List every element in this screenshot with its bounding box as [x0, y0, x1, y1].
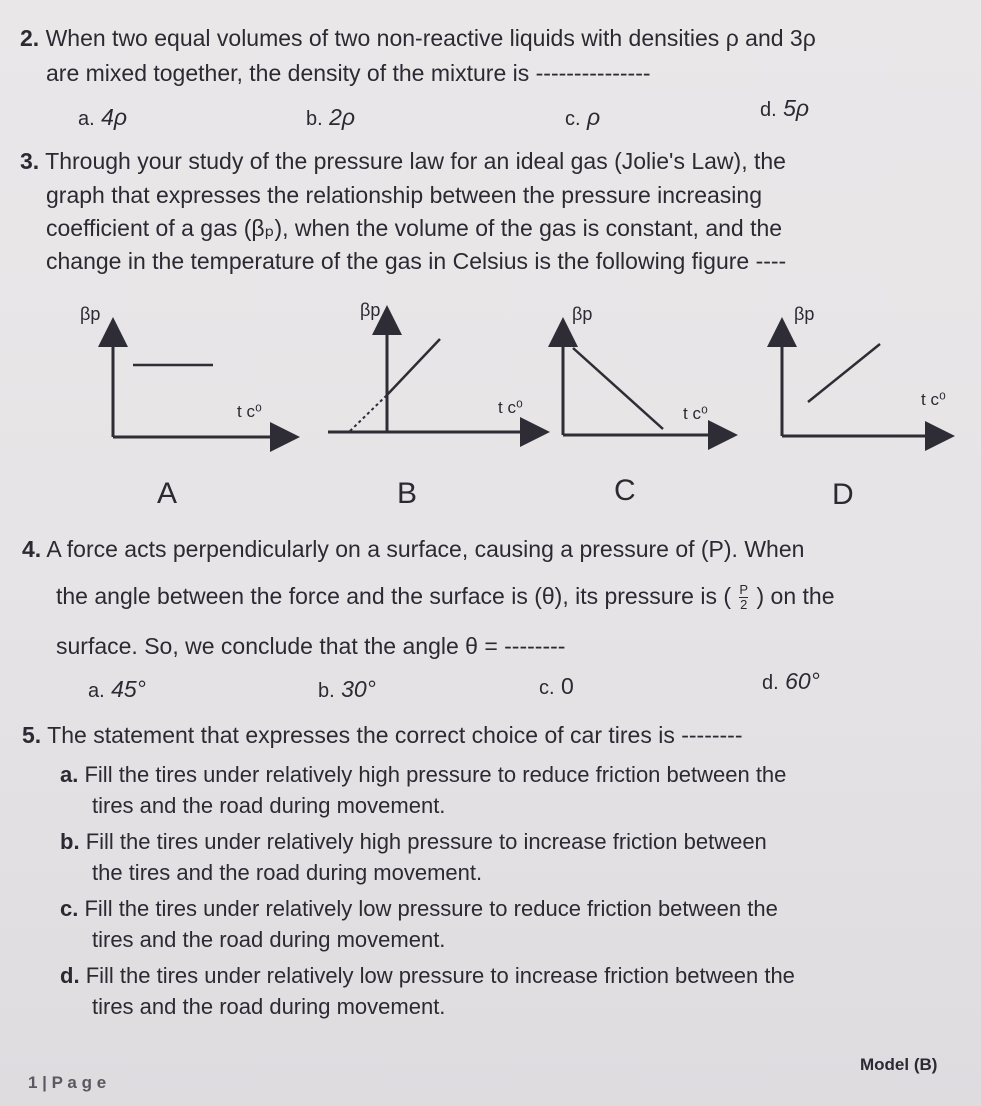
option-letter: a. [88, 680, 105, 702]
q5-option-b [60, 826, 767, 888]
graph-c [563, 332, 723, 435]
option-text: 2ρ [329, 104, 356, 130]
option-letter: c. [60, 896, 79, 921]
option-text-line2: the tires and the road during movement. [92, 860, 483, 885]
graph-c-label: C [614, 474, 636, 507]
q4-text-line3: surface. So, we conclude that the angle θ = -------- [56, 633, 566, 659]
option-text-line1: Fill the tires under relatively low pressure to increase friction between the [85, 963, 795, 988]
option-text: 5ρ [783, 95, 810, 121]
option-letter: c. [565, 108, 581, 130]
option-text-line2: tires and the road during movement. [92, 793, 446, 818]
graph-d [782, 332, 940, 436]
q4-text-line2b: ) on the [756, 583, 835, 609]
option-letter: a. [60, 762, 79, 787]
graph-b-label: B [397, 477, 418, 510]
q4-text-line1: A force acts perpendicularly on a surface, causing a pressure of (P). When [46, 536, 805, 562]
graph-a-y-label: βp [80, 304, 101, 324]
option-text: 0 [560, 673, 574, 699]
option-text-line1: Fill the tires under relatively high pressure to increase friction between [85, 829, 767, 854]
q3-text-line1: Through your study of the pressure law for an ideal gas (Jolie's Law), the [45, 148, 786, 174]
q4-option-b [318, 676, 376, 703]
option-text: 60° [785, 668, 820, 694]
graph-b-y-label: βp [360, 300, 381, 320]
graph-d-x-label: t c⁰ [921, 390, 946, 409]
q4-text-line2a: the angle between the force and the surface is (θ), its pressure is ( [56, 583, 732, 609]
q4-number: 4. [22, 536, 42, 562]
q5-line1-row [22, 722, 743, 749]
q5-option-a [60, 759, 786, 821]
graph-c-y-label: βp [572, 304, 593, 324]
fraction-numerator: P [739, 582, 749, 598]
q4-option-a [88, 676, 146, 703]
q5-option-c [60, 893, 778, 955]
q5-number: 5. [22, 722, 42, 748]
q4-line1-row [22, 536, 804, 563]
q4-option-d [762, 668, 820, 695]
q2-text-line1: When two equal volumes of two non-reactive liquids with densities ρ and 3ρ [45, 25, 816, 51]
q4-option-c [539, 673, 574, 700]
q3-text-line2: graph that expresses the relationship between the pressure increasing [46, 182, 762, 208]
graph-b [328, 320, 535, 432]
option-text: ρ [586, 104, 601, 130]
graph-a-x-label: t c⁰ [237, 402, 262, 421]
option-text: 30° [341, 676, 376, 702]
graph-d-curve [808, 344, 880, 402]
option-text-line2: tires and the road during movement. [92, 994, 446, 1019]
option-letter: d. [762, 672, 779, 694]
option-letter: b. [60, 829, 80, 854]
option-text-line1: Fill the tires under relatively low pressure to reduce friction between the [84, 896, 778, 921]
option-text: 4ρ [101, 104, 128, 130]
graph-b-extrapolation [350, 395, 387, 431]
graph-c-curve [573, 348, 663, 429]
q2-number: 2. [20, 25, 40, 51]
page-number: 1 | P a g e [28, 1073, 107, 1092]
graph-b-x-label: t c⁰ [498, 398, 523, 417]
graph-b-curve [387, 339, 440, 395]
option-letter: d. [760, 99, 777, 121]
option-letter: b. [318, 680, 335, 702]
option-letter: a. [78, 108, 95, 130]
q4-line2-row [56, 583, 834, 612]
model-label: Model (B) [860, 1055, 938, 1074]
q3-text-line3: coefficient of a gas (βₚ), when the volume of the gas is constant, and the [46, 215, 783, 241]
graph-d-label: D [832, 478, 854, 511]
q2-text-line2: are mixed together, the density of the mixture is --------------- [46, 60, 651, 86]
graph-c-x-label: t c⁰ [683, 404, 708, 423]
option-letter: b. [306, 108, 323, 130]
q5-option-d [60, 960, 795, 1022]
option-text: 45° [111, 676, 146, 702]
fraction-denominator: 2 [740, 597, 748, 613]
q3-number: 3. [20, 148, 40, 174]
graph-a [113, 332, 285, 437]
graph-d-y-label: βp [794, 304, 815, 324]
option-text-line1: Fill the tires under relatively high pressure to reduce friction between the [84, 762, 787, 787]
graph-a-label: A [157, 477, 178, 510]
option-letter: d. [60, 963, 80, 988]
q5-text-line1: The statement that expresses the correct choice of car tires is -------- [47, 722, 743, 748]
q3-text-line4: change in the temperature of the gas in Celsius is the following figure ---- [46, 248, 787, 274]
option-text-line2: tires and the road during movement. [92, 927, 446, 952]
q4-fraction [739, 583, 748, 612]
option-letter: c. [539, 677, 555, 699]
